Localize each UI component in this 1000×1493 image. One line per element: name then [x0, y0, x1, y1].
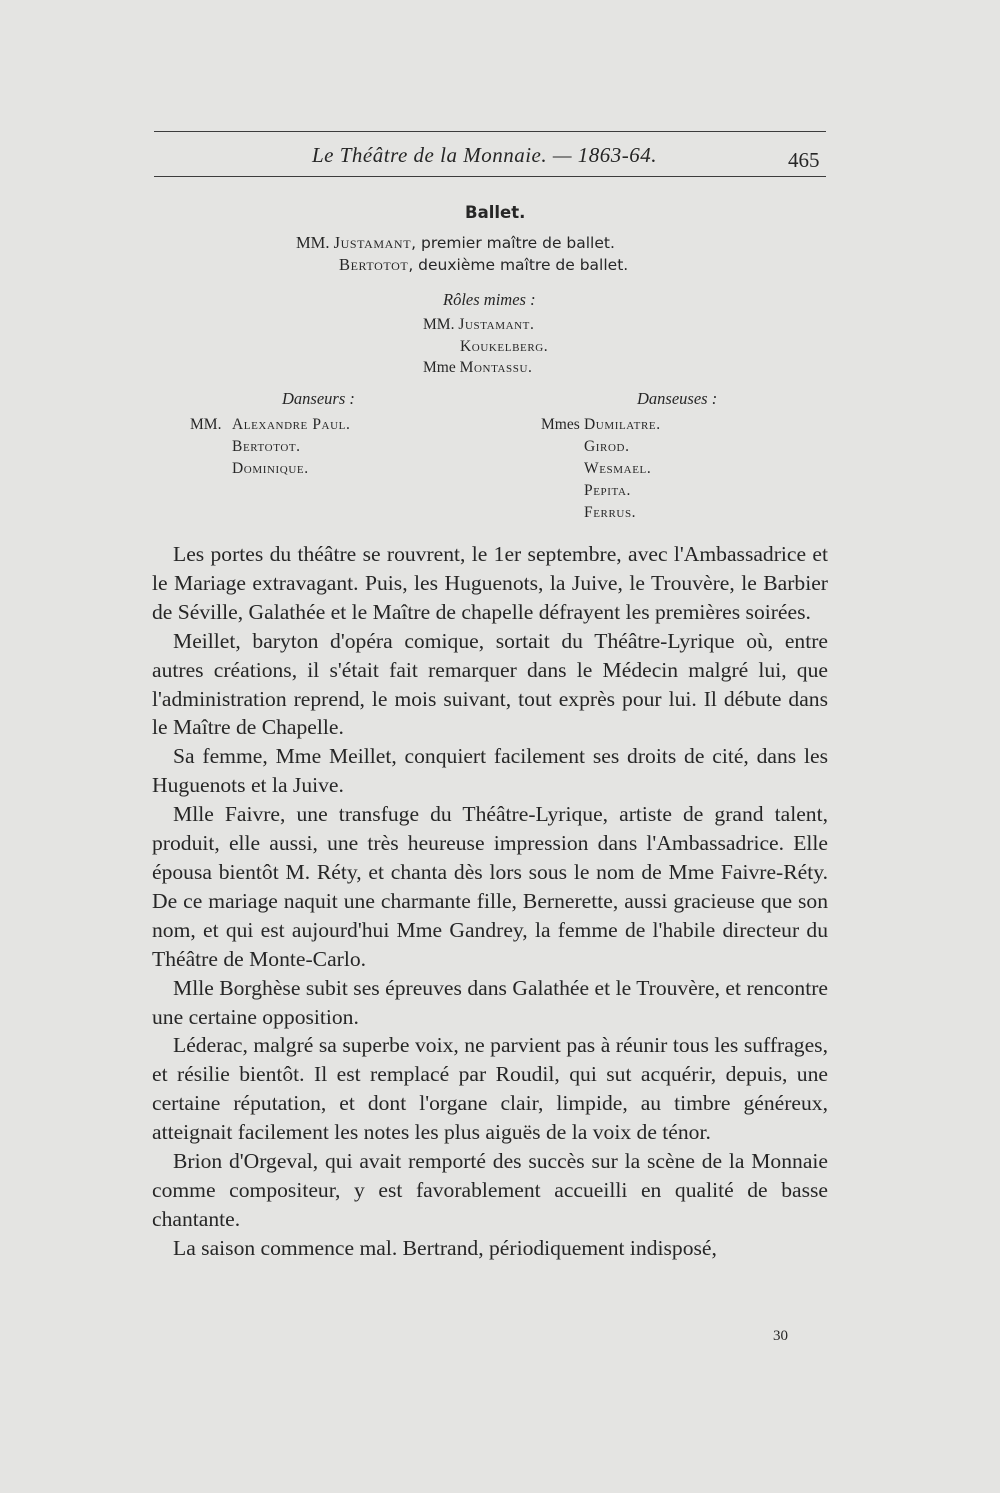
ballet-master-prefix: MM. [296, 233, 330, 252]
paragraph: La saison commence mal. Bertrand, périodiquement indisposé, [173, 1235, 717, 1260]
danseur-name: Alexandre Paul. [232, 416, 351, 433]
paragraph: Les portes du théâtre se rouvrent, le 1er septembre, avec l'Ambassadrice et le Mariage extravagant. Puis, les Huguenots, la Juive, le Trouvère, le Barbier de Séville, Galathée et le Maître de chapelle défrayent les premières soirées. [152, 542, 828, 624]
ballet-master-role: , deuxième maître de ballet. [408, 256, 629, 274]
body-text [152, 540, 828, 1263]
paragraph: Mlle Borghèse subit ses épreuves dans Galathée et le Trouvère, et rencontre une certaine opposition. [152, 975, 828, 1029]
danseuse-name: Girod. [584, 438, 630, 455]
ballet-master-line [296, 233, 615, 253]
mime-name: Justamant. [458, 316, 535, 333]
paragraph: Meillet, baryton d'opéra comique, sortait du Théâtre-Lyrique où, entre autres créations, il s'était fait remarquer dans le Médecin malgré lui, que l'administration reprend, le mois suivant, tout exprès pour lui. Il débute dans le Maître de Chapelle. [152, 628, 828, 740]
danseuse-name: Ferrus. [584, 504, 637, 521]
ballet-master-name: Bertotot [339, 255, 409, 274]
danseuses-prefix: Mmes [541, 416, 580, 433]
mime-line [423, 359, 533, 377]
danseur-name: Bertotot. [232, 438, 301, 455]
paragraph: Brion d'Orgeval, qui avait remporté des succès sur la scène de la Monnaie comme compositeur, y est favorablement accueilli en qualité de basse chantante. [152, 1149, 828, 1231]
danseuse-name: Wesmael. [584, 460, 652, 477]
danseurs-prefix: MM. [190, 416, 222, 433]
paragraph: Mlle Faivre, une transfuge du Théâtre-Lyrique, artiste de grand talent, produit, elle aussi, une très heureuse impression dans l'Ambassadrice. Elle épousa bientôt M. Réty, et chanta dès lors sous le nom de Mme Faivre-Réty. De ce mariage naquit une charmante fille, Bernerette, aussi gracieuse que son nom, et qui est aujourd'hui Mme Gandrey, la femme de l'habile directeur du Théâtre de Monte-Carlo. [152, 802, 828, 971]
signature-folio: 30 [773, 1328, 788, 1344]
paragraph: Sa femme, Mme Meillet, conquiert facilement ses droits de cité, dans les Huguenots et la Juive. [152, 744, 828, 798]
danseuses-heading: Danseuses : [637, 389, 718, 408]
mimes-heading: Rôles mimes : [443, 290, 536, 309]
danseurs-heading: Danseurs : [282, 389, 355, 408]
mime-line [423, 316, 534, 334]
mime-prefix: Mme [423, 359, 456, 376]
mime-name: Montassu. [459, 359, 533, 376]
header-rule-bottom [154, 176, 826, 177]
running-title: Le Théâtre de la Monnaie. — 1863-64. [312, 143, 658, 167]
page-number: 465 [788, 148, 820, 172]
mime-name: Koukelberg. [460, 338, 549, 355]
danseur-name: Dominique. [232, 460, 309, 477]
header-rule-top [154, 131, 826, 132]
ballet-heading: Ballet. [465, 203, 526, 222]
mime-prefix: MM. [423, 316, 455, 333]
danseuse-name: Pepita. [584, 482, 631, 499]
ballet-master-line [339, 255, 628, 275]
paragraph: Léderac, malgré sa superbe voix, ne parvient pas à réunir tous les suffrages, et résilie bientôt. Il est remplacé par Roudil, qui sut acquérir, depuis, une certaine réputation, et dont l'organe clair, limpide, au timbre généreux, atteignait facilement les notes les plus aiguës de la voix de ténor. [152, 1033, 828, 1145]
ballet-master-role: , premier maître de ballet. [411, 234, 615, 252]
danseuse-name: Dumilatre. [584, 416, 661, 433]
ballet-master-name: Justamant [333, 233, 412, 252]
